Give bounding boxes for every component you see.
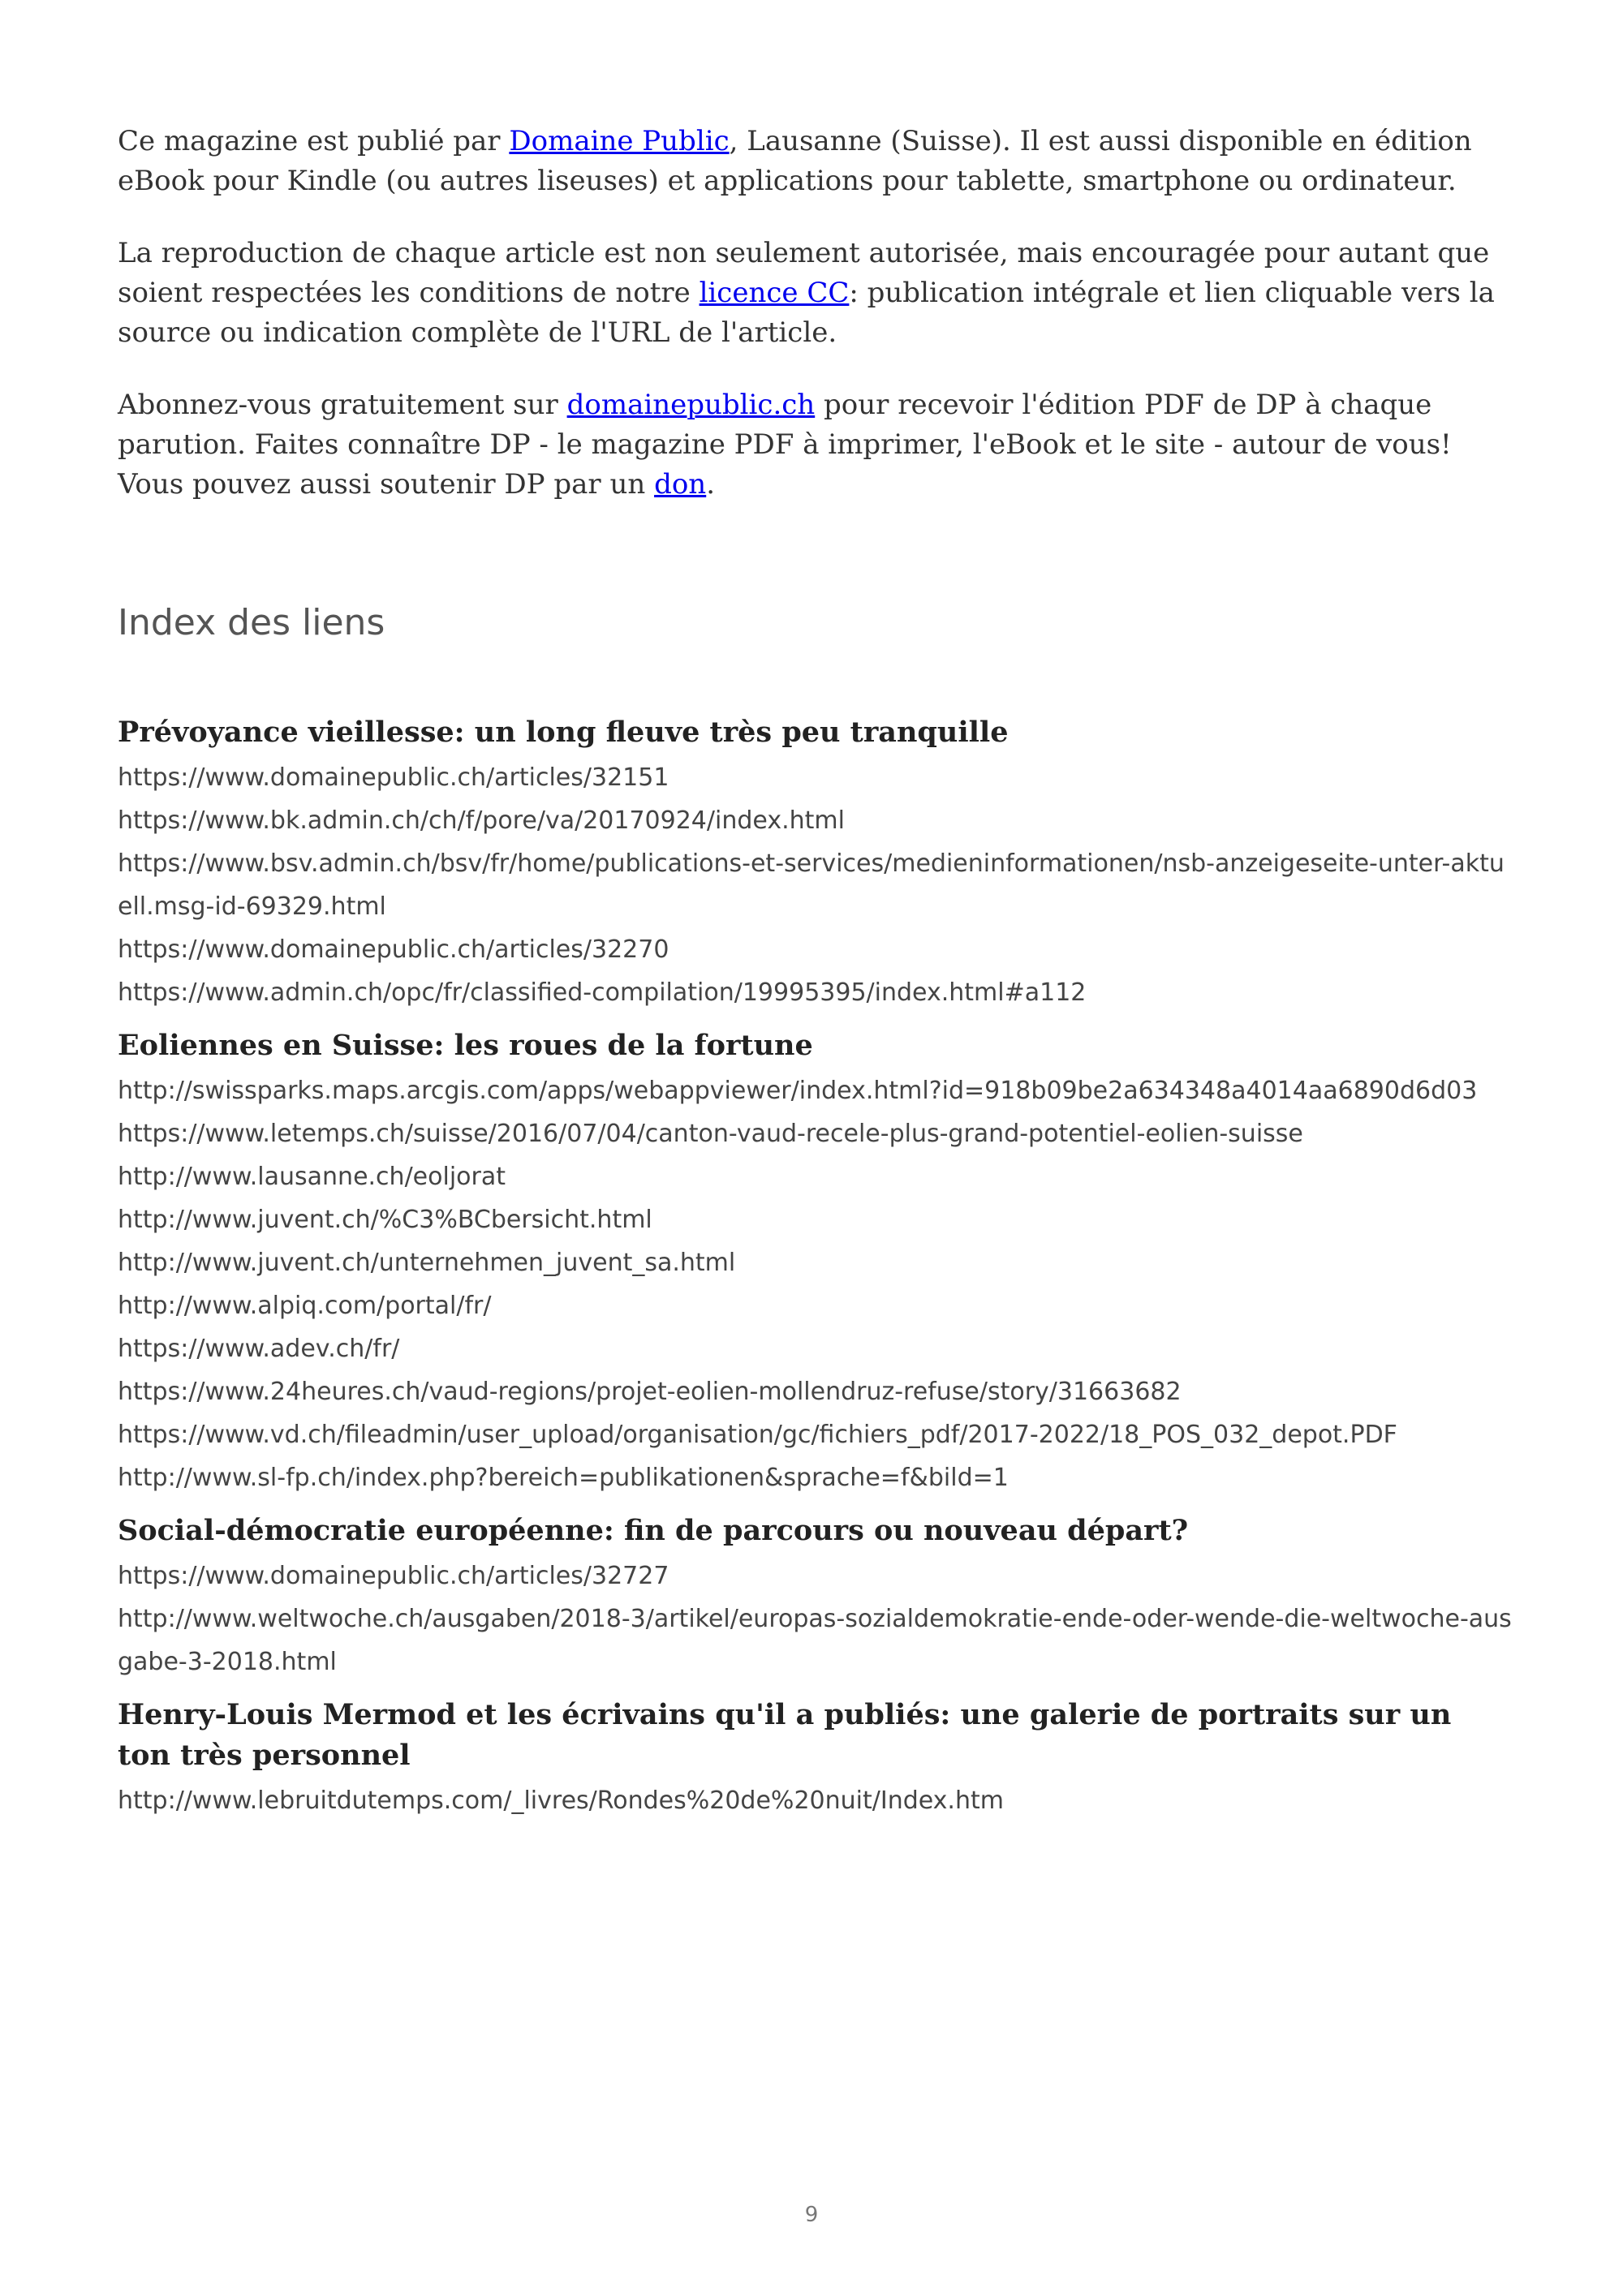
intro-p3-middle: pour recevoir l'édition PDF de DP à chaque parution. Faites connaître DP - le magazine PDF à imprimer, l'eBook et le site - autour de vous! Vous pouvez aussi soutenir DP par un <box>118 389 1452 501</box>
intro-paragraph-subscribe <box>118 385 1513 505</box>
index-link[interactable]: https://www.domainepublic.ch/articles/32270 <box>118 935 669 964</box>
index-link[interactable]: https://www.adev.ch/fr/ <box>118 1335 400 1363</box>
index-link[interactable]: http://swissparks.maps.arcgis.com/apps/webappviewer/index.html?id=918b09be2a634348a4014aa6890d6d03 <box>118 1077 1478 1105</box>
index-link[interactable]: http://www.lebruitdutemps.com/_livres/Rondes%20de%20nuit/Index.htm <box>118 1786 1004 1815</box>
index-link[interactable]: http://www.lausanne.ch/eoljorat <box>118 1163 506 1191</box>
index-link[interactable]: http://www.juvent.ch/%C3%BCbersicht.html <box>118 1206 652 1234</box>
index-link[interactable]: https://www.domainepublic.ch/articles/32151 <box>118 763 669 792</box>
index-link[interactable]: https://www.bk.admin.ch/ch/f/pore/va/20170924/index.html <box>118 806 845 835</box>
licence-cc-link[interactable]: licence CC <box>699 277 850 309</box>
domainepublic-link[interactable]: domainepublic.ch <box>566 389 816 421</box>
intro-p1-before: Ce magazine est publié par <box>118 125 510 157</box>
index-link[interactable]: https://www.domainepublic.ch/articles/32727 <box>118 1562 669 1590</box>
don-link[interactable]: don <box>654 468 707 501</box>
index-heading: Index des liens <box>118 602 385 643</box>
index-link[interactable]: http://www.sl-fp.ch/index.php?bereich=publikationen&sprache=f&bild=1 <box>118 1464 1009 1492</box>
index-link[interactable]: https://www.vd.ch/fileadmin/user_upload/organisation/gc/fichiers_pdf/2017-2022/18_POS_032_depot.PDF <box>118 1421 1397 1449</box>
domaine-public-link[interactable]: Domaine Public <box>509 125 730 157</box>
page-number: 9 <box>804 2203 819 2227</box>
index-link[interactable]: https://www.24heures.ch/vaud-regions/projet-eolien-mollendruz-refuse/story/31663682 <box>118 1378 1182 1406</box>
intro-p3-before: Abonnez-vous gratuitement sur <box>118 389 567 421</box>
index-link[interactable]: https://www.letemps.ch/suisse/2016/07/04/canton-vaud-recele-plus-grand-potentiel-eolien-suisse <box>118 1120 1303 1148</box>
intro-paragraph-license <box>118 234 1513 353</box>
index-link[interactable]: http://www.weltwoche.ch/ausgaben/2018-3/artikel/europas-sozialdemokratie-ende-oder-wende-die-weltwoche-ausgabe-3-2018.html <box>118 1605 1512 1676</box>
index-link[interactable]: https://www.bsv.admin.ch/bsv/fr/home/publications-et-services/medieninformationen/nsb-anzeigeseite-unter-aktuell.msg-id-69329.html <box>118 849 1505 921</box>
intro-p1-after: , Lausanne (Suisse). Il est aussi disponible en édition eBook pour Kindle (ou autres liseuses) et applications pour tablette, smartphone ou ordinateur. <box>118 125 1472 197</box>
section-title: Eoliennes en Suisse: les roues de la fortune <box>118 1029 813 1062</box>
index-link[interactable]: https://www.admin.ch/opc/fr/classified-compilation/19995395/index.html#a112 <box>118 978 1087 1007</box>
index-section-social-democratie <box>118 1511 1513 1683</box>
document-page <box>118 122 1513 1834</box>
section-title: Social-démocratie européenne: fin de parcours ou nouveau départ? <box>118 1514 1189 1547</box>
index-section-eoliennes <box>118 1025 1513 1499</box>
index-link[interactable]: http://www.alpiq.com/portal/fr/ <box>118 1292 492 1320</box>
index-link[interactable]: http://www.juvent.ch/unternehmen_juvent_sa.html <box>118 1249 736 1277</box>
section-title: Prévoyance vieillesse: un long fleuve très peu tranquille <box>118 716 1009 749</box>
intro-p2-after: : publication intégrale et lien cliquable vers la source ou indication complète de l'URL de l'article. <box>118 277 1495 349</box>
section-title: Henry-Louis Mermod et les écrivains qu'il a publiés: une galerie de portraits sur un ton très personnel <box>118 1698 1452 1772</box>
intro-paragraph-publisher <box>118 122 1513 201</box>
index-section-prevoyance <box>118 712 1513 1014</box>
index-section-mermod <box>118 1695 1513 1822</box>
intro-p2-before: La reproduction de chaque article est non seulement autorisée, mais encouragée pour autant que soient respectées les conditions de notre <box>118 237 1490 309</box>
intro-p3-after: . <box>706 468 716 501</box>
